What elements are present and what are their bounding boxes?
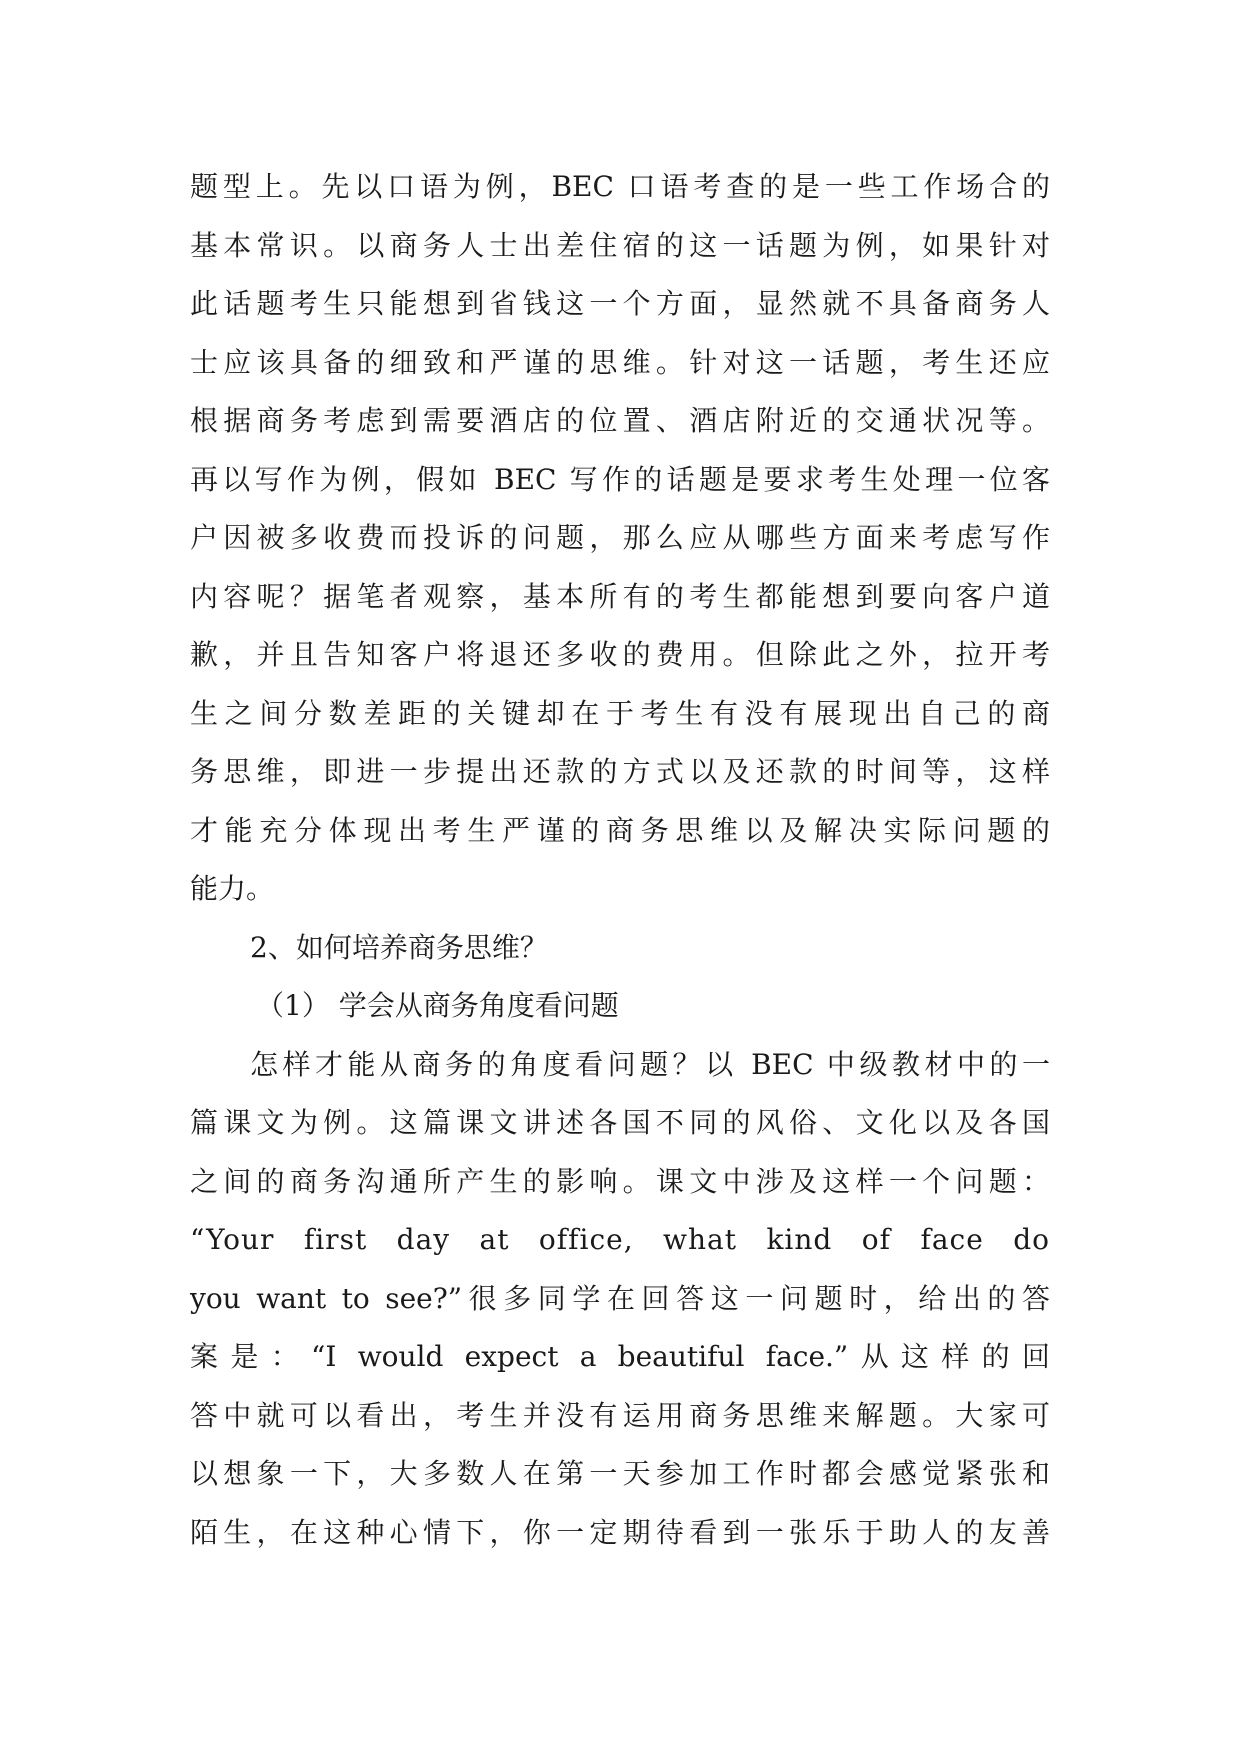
text-line: 篇课文为例。这篇课文讲述各国不同的风俗、文化以及各国 bbox=[190, 1106, 1050, 1139]
subsection-heading: （1） 学会从商务角度看问题 bbox=[256, 989, 619, 1022]
text-line: 务思维，即进一步提出还款的方式以及还款的时间等，这样 bbox=[190, 755, 1050, 788]
text-line: 怎样才能从商务的角度看问题？以 BEC 中级教材中的一 bbox=[250, 1047, 1050, 1081]
text-line: 以想象一下，大多数人在第一天参加工作时都会感觉紧张和 bbox=[190, 1457, 1050, 1490]
text-line: you want to see?”很多同学在回答这一问题时，给出的答 bbox=[190, 1281, 1050, 1315]
text-line: 再以写作为例，假如 BEC 写作的话题是要求考生处理一位客 bbox=[190, 462, 1050, 496]
text-line: 生之间分数差距的关键却在于考生有没有展现出自己的商 bbox=[190, 696, 1050, 730]
text-line: 能力。 bbox=[190, 872, 275, 905]
text-line: 内容呢？据笔者观察，基本所有的考生都能想到要向客户道 bbox=[190, 579, 1050, 613]
text-line: 才能充分体现出考生严谨的商务思维以及解决实际问题的 bbox=[190, 813, 1050, 847]
text-line: 歉，并且告知客户将退还多收的费用。但除此之外，拉开考 bbox=[190, 638, 1050, 671]
text-line: 根据商务考虑到需要酒店的位置、酒店附近的交通状况等。 bbox=[190, 404, 1050, 437]
text-line: 案是：“I would expect a beautiful face.”从这样的回 bbox=[190, 1340, 1050, 1373]
text-line: 陌生，在这种心情下，你一定期待看到一张乐于助人的友善 bbox=[190, 1515, 1050, 1549]
text-line: 户因被多收费而投诉的问题，那么应从哪些方面来考虑写作 bbox=[190, 521, 1050, 554]
document-body bbox=[190, 158, 1050, 1562]
text-line: 基本常识。以商务人士出差住宿的这一话题为例，如果针对 bbox=[190, 228, 1050, 262]
text-line: 士应该具备的细致和严谨的思维。针对这一话题，考生还应 bbox=[190, 345, 1050, 379]
text-line: “Your first day at office, what kind of face do bbox=[190, 1223, 1050, 1256]
text-line: 答中就可以看出，考生并没有运用商务思维来解题。大家可 bbox=[190, 1398, 1050, 1432]
text-line: 此话题考生只能想到省钱这一个方面，显然就不具备商务人 bbox=[190, 287, 1050, 320]
section-heading: 2、如何培养商务思维？ bbox=[250, 930, 548, 964]
text-line: 题型上。先以口语为例，BEC 口语考查的是一些工作场合的 bbox=[190, 170, 1050, 203]
text-line: 之间的商务沟通所产生的影响。课文中涉及这样一个问题： bbox=[190, 1164, 1050, 1198]
